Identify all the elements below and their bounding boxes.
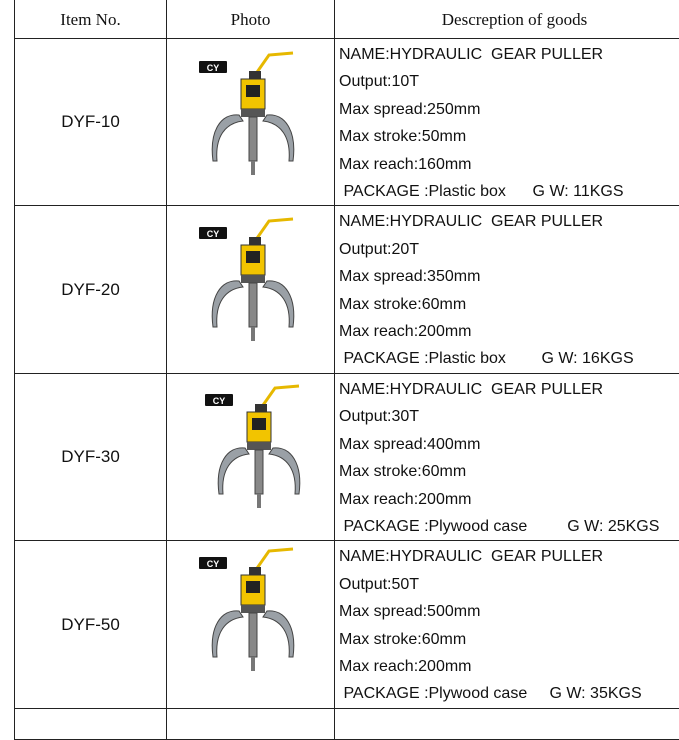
header-row [15,0,679,39]
desc-output: Output:50T [339,571,679,598]
desc-name: NAME:HYDRAULIC GEAR PULLER [339,376,679,403]
table-row-partial [15,708,679,739]
product-photo-cell [167,206,335,373]
desc-package: PACKAGE :Plastic box G W: 11KGS [339,178,679,205]
desc-name: NAME:HYDRAULIC GEAR PULLER [339,543,679,570]
item-number: DYF-50 [15,541,167,708]
product-photo-cell [167,39,335,206]
table-row [15,206,679,373]
header-description: Descreption of goods [335,0,679,39]
desc-package: PACKAGE :Plastic box G W: 16KGS [339,345,679,372]
description-cell [335,373,679,540]
desc-output: Output:30T [339,403,679,430]
item-number: DYF-10 [15,39,167,206]
desc-reach: Max reach:160mm [339,151,679,178]
brand-logo: CY [207,63,220,73]
description-cell [335,206,679,373]
desc-reach: Max reach:200mm [339,318,679,345]
desc-package: PACKAGE :Plywood case G W: 25KGS [339,513,679,540]
desc-stroke: Max stroke:60mm [339,626,679,653]
desc-output: Output:20T [339,236,679,263]
desc-spread: Max spread:350mm [339,263,679,290]
gear-puller-image [199,215,299,345]
description-cell [335,39,679,206]
desc-name: NAME:HYDRAULIC GEAR PULLER [339,208,679,235]
product-table [14,0,679,740]
item-number: DYF-20 [15,206,167,373]
gear-puller-image [199,49,299,179]
brand-logo: CY [207,559,220,569]
product-photo-cell [167,541,335,708]
desc-name: NAME:HYDRAULIC GEAR PULLER [339,41,679,68]
desc-reach: Max reach:200mm [339,653,679,680]
desc-spread: Max spread:250mm [339,96,679,123]
desc-spread: Max spread:400mm [339,431,679,458]
gear-puller-image [205,382,305,512]
header-photo: Photo [167,0,335,39]
desc-stroke: Max stroke:60mm [339,458,679,485]
table-row [15,373,679,540]
brand-logo: CY [207,229,220,239]
item-number: DYF-30 [15,373,167,540]
table-row [15,39,679,206]
desc-package: PACKAGE :Plywood case G W: 35KGS [339,680,679,707]
desc-output: Output:10T [339,68,679,95]
desc-reach: Max reach:200mm [339,486,679,513]
description-cell [335,541,679,708]
desc-stroke: Max stroke:50mm [339,123,679,150]
product-photo-cell [167,373,335,540]
desc-spread: Max spread:500mm [339,598,679,625]
desc-stroke: Max stroke:60mm [339,291,679,318]
gear-puller-image [199,545,299,675]
brand-logo: CY [213,396,226,406]
header-item-no: Item No. [15,0,167,39]
table-row [15,541,679,708]
